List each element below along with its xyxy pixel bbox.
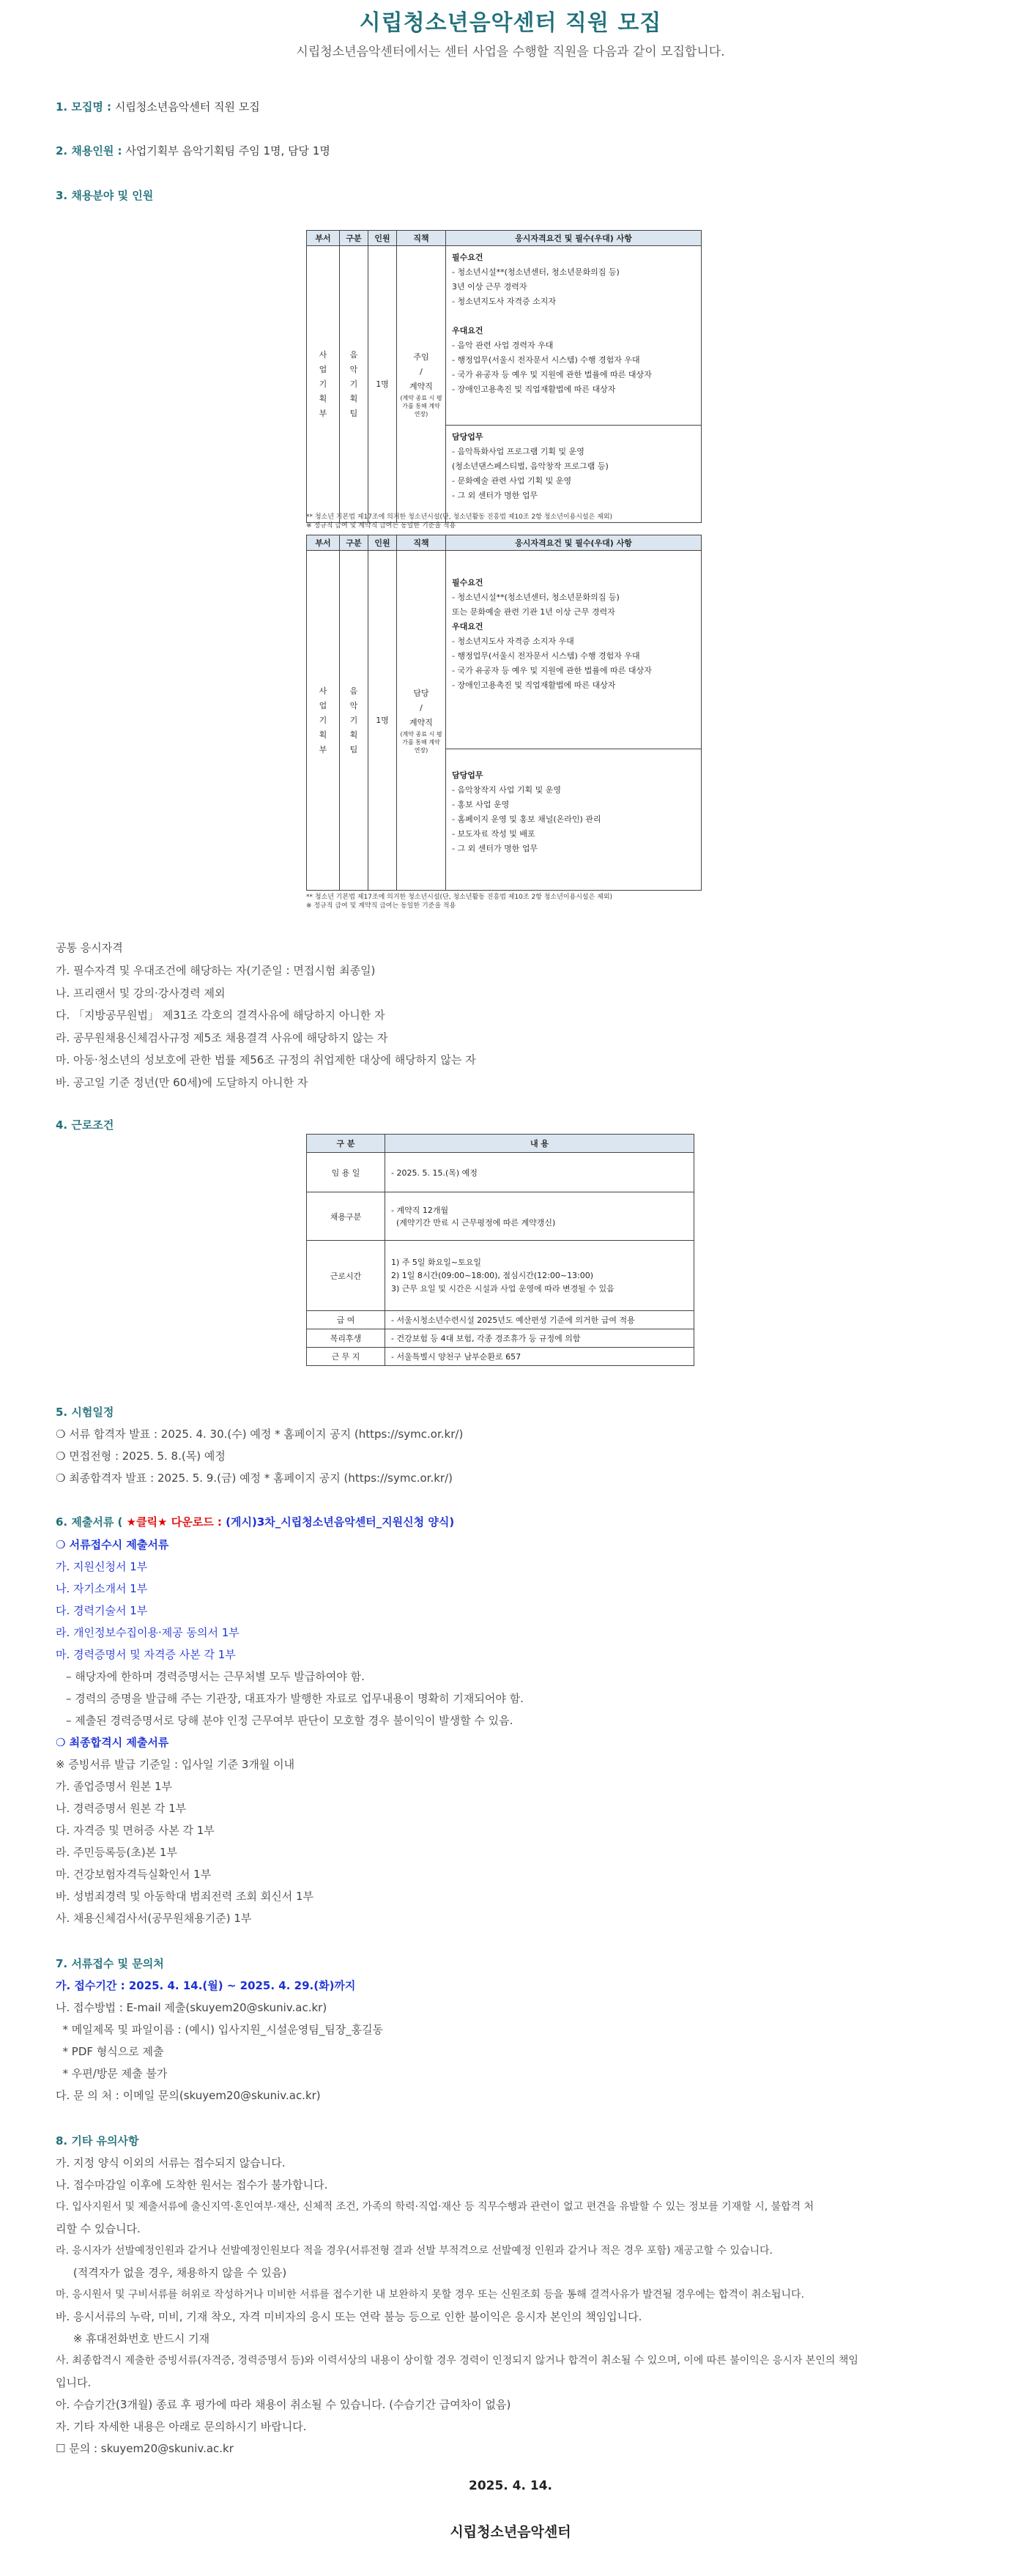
recruitment-notice-page: 시립청소년음악센터 직원 모집 시립청소년음악센터에서는 센터 사업을 수행할 직원을 다음과 같이 모집합니다. 1. 모집명 : 시립청소년음악센터 직원 모집 2. 채용인원 : 사업기획부 음악기획팀 주임 1명, 담당 1명 3. 채용분야 및 인원 부서 구분 인원 직책 응시자격요건 및 필수(우대) 사항 사 업 기 획 부 음 악 기 획 팀 1명 주임 / 계약직 (계약 종료 시 평가를 통해 계약연장) 필수요건 - 청소년시설**(청소년센터, 청소년문화의집 등) 3년 이상 근무 경력자 - 청소년지도사 자격증 소지자 우대요건 - 음악 관련 사업 경력자 우대 - 행정업무(서울시 전자문서 시스템) 수행 경험자 우대 - 국가 유공자 등 예우 및 지원에 관한 법률에 따른 대상자 - 장애인고용촉진 및 직업재활법에 따른 대상자 담당업무 - 음악특화사업 프로그램 기획 및 운영 (청소년댄스페스티벌, 음악창작 프로그램 등) - 문화예술 관련 사업 기획 및 운영 - 그 외 센터가 명한 업무 ** 청소년 기본법 제17조에 의거한 청소년시설(단, 청소년활동 진흥법 제10조 2항 청소년이용시설은 제외) ※ 정규직 급여 및 계약직 급여는 동일한 기준을 적용 부서 구분 인원 직책 응시자격요건 및 필수(우대) 사항 사 업 기 획 부 음 악 기 획 팀 1명 담당 / 계약직 (계약 종료 시 평가를 통해 계약연장) 필수요건 - 청소년시설**(청소년센터, 청소년문화의집 등) 또는 문화예술 관련 기관 1년 이상 근무 경력자 우대요건 - 청소년지도사 자격증 소지자 우대 - 행정업무(서울시 전자문서 시스템) 수행 경험자 우대 - 국가 유공자 등 예우 및 지원에 관한 법률에 따른 대상자 - 장애인고용촉진 및 직업재활법에 따른 대상자 담당업무 - 음악창작지 사업 기획 및 운영 - 홍보 사업 운영 - 홈페이지 운영 및 홍보 채널(온라인) 관리 - 보도자료 작성 및 배포 - 그 외 센터가 명한 업무 ** 청소년 기본법 제17조에 의거한 청소년시설(단, 청소년활동 진흥법 제10조 2항 청소년이용시설은 제외) ※ 정규직 급여 및 계약직 급여는 동일한 기준을 적용 공통 응시자격 가. 필수자격 및 우대조건에 해당하는 자(기준일 : 면접시험 최종일) 나. 프리랜서 및 강의·강사경력 제외 다. 「지방공무원법」 제31조 각호의 결격사유에 해당하지 아니한 자 라. 공무원채용신체검사규정 제5조 채용결격 사유에 해당하지 않는 자 마. 아동·청소년의 성보호에 관한 법률 제56조 규정의 취업제한 대상에 해당하지 않는 자 바. 공고일 기준 정년(만 60세)에 도달하지 아니한 자 4. 근로조건 구 분 내 용 임 용 일 - 2025. 5. 15.(목) 예정 채용구분 - 계약직 12개월 (계약기간 만료 시 근무평정에 따른 계약갱신) 근로시간 1) 주 5일 화요일~토요일 2) 1일 8시간(09:00~18:00), 점심시간(12:00~13:00) 3) 근무 요일 및 시간은 시설과 사업 운영에 따라 변경될 수 있음 급 여 - 서울시청소년수련시설 2025년도 예산편성 기준에 의거한 급여 적용 복리후생 - 건강보험 등 4대 보험, 각종 경조휴가 등 규정에 의함 근 무 지 - 서울특별시 양천구 남부순환로 657 5. 시험일정 ❍ 서류 합격자 발표 : 2025. 4. 30.(수) 예정 * 홈페이지 공지 (https://symc.or.kr/) ❍ 면접전형 : 2025. 5. 8.(목) 예정 ❍ 최종합격자 발표 : 2025. 5. 9.(금) 예정 * 홈페이지 공지 (https://symc.or.kr/) 6. 제출서류 ( ★클릭★ 다운로드 : (게시)3차_시립청소년음악센터_지원신청 양식) ❍ 서류접수시 제출서류 가. 지원신청서 1부 나. 자기소개서 1부 다. 경력기술서 1부 라. 개인정보수집이용·제공 동의서 1부 마. 경력증명서 및 자격증 사본 각 1부 – 해당자에 한하며 경력증명서는 근무처별 모두 발급하여야 함. – 경력의 증명을 발급해 주는 기관장, 대표자가 발행한 자료로 업무내용이 명확히 기재되어야 함. – 제출된 경력증명서로 당해 분야 인정 근무여부 판단이 모호할 경우 불이익이 발생할 수 있음. ❍ 최종합격시 제출서류 ※ 증빙서류 발급 기준일 : 입사일 기준 3개월 이내 가. 졸업증명서 원본 1부 나. 경력증명서 원본 각 1부 다. 자격증 및 면허증 사본 각 1부 라. 주민등록등(초)본 1부 마. 건강보험자격득실확인서 1부 바. 성범죄경력 및 아동학대 범죄전력 조회 회신서 1부 사. 채용신체검사서(공무원채용기준) 1부 7. 서류접수 및 문의처 가. 접수기간 : 2025. 4. 14.(월) ~ 2025. 4. 29.(화)까지 나. 접수방법 : E-mail 제출(skuyem20@skuniv.ac.kr) * 메일제목 및 파일이름 : (예시) 입사지원_시설운영팀_팀장_홍길동 * PDF 형식으로 제출 * 우편/방문 제출 불가 다. 문 의 처 : 이메일 문의(skuyem20@skuniv.ac.kr) 8. 기타 유의사항 가. 지정 양식 이외의 서류는 접수되지 않습니다. 나. 접수마감일 이후에 도착한 원서는 접수가 불가합니다. 다. 입사지원서 및 제출서류에 출신지역·혼인여부·재산, 신체적 조건, 가족의 학력·직업·재산 등 직무수행과 관련이 없고 편견을 유발할 수 있는 정보를 기재할 시, 불합격 처 리할 수 있습니다. 라. 응시자가 선발예정인원과 같거나 선발예정인원보다 적을 경우(서류전형 결과 선발 부적격으로 선발예정 인원과 같거나 적은 경우 포함) 재공고할 수 있습니다. (적격자가 없을 경우, 채용하지 않을 수 있음) 마. 응시원서 및 구비서류를 허위로 작성하거나 미비한 서류를 접수기한 내 보완하지 못할 경우 또는 신원조회 등을 통해 결격사유가 발견될 경우에는 합격이 취소됩니다. 바. 응시서류의 누락, 미비, 기재 착오, 자격 미비자의 응시 또는 연락 불능 등으로 인한 불이익은 응시자 본인의 책임입니다. ※ 휴대전화번호 반드시 기재 사. 최종합격시 제출한 증빙서류(자격증, 경력증명서 등)와 이력서상의 내용이 상이할 경우 경력이 인정되지 않거나 합격이 취소될 수 있으며, 이에 따른 불이익은 응시자 본인의 책임 입니다. 아. 수습기간(3개월) 종료 후 평가에 따라 채용이 취소될 수 있습니다. (수습기간 급여차이 없음) 자. 기타 자세한 내용은 아래로 문의하시기 바랍니다. ☐ 문의 : skuyem20@skuniv.ac.kr 2025. 4. 14. 시립청소년음악센터 (0, 0, 1021, 2576)
final-docs-title: ❍ 최종합격시 제출서류 (56, 1736, 169, 1749)
preferred-item: - 장애인고용촉진 및 직업재활법에 따른 대상자 (452, 385, 616, 394)
common-item: 나. 프리랜서 및 강의·강사경력 제외 (56, 987, 226, 1000)
preferred-item: - 청소년지도사 자격증 소지자 우대 (452, 636, 574, 646)
duty-item: - 보도자료 작성 및 배포 (452, 829, 535, 839)
count-cell: 1명 (368, 246, 397, 523)
table-1-note: ** 청소년 기본법 제17조에 의거한 청소년시설(단, 청소년활동 진흥법 제10조 2항 청소년이용시설은 제외) ※ 정규직 급여 및 계약직 급여는 동일한 기준을 적용 (306, 513, 613, 530)
duty-item: - 홍보 사업 운영 (452, 800, 510, 809)
required-item: 3년 이상 근무 경력자 (452, 282, 527, 292)
section-2: 2. 채용인원 : 사업기획부 음악기획팀 주임 1명, 담당 1명 (56, 144, 330, 157)
duty-item: - 음악창작지 사업 기획 및 운영 (452, 785, 561, 795)
preferred-item: - 장애인고용촉진 및 직업재활법에 따른 대상자 (452, 680, 616, 690)
required-item: - 청소년시설**(청소년센터, 청소년문화의집 등) (452, 267, 620, 277)
dept-cell: 사 업 기 획 부 (307, 551, 340, 891)
duty-item: - 문화예술 관련 사업 기획 및 운영 (452, 476, 572, 486)
position-cell: 주임 / 계약직 (계약 종료 시 평가를 통해 계약연장) (397, 246, 446, 523)
requirements-cell: 필수요건 - 청소년시설**(청소년센터, 청소년문화의집 등) 또는 문화예술 관련 기관 1년 이상 근무 경력자 우대요건 - 청소년지도사 자격증 소지자 우대 - 행정업무(서울시 전자문서 시스템) 수행 경험자 우대 - 국가 유공자 등 예우 및 지원에 관한 법률에 따른 대상자 - 장애인고용촉진 및 직업재활법에 따른 대상자 (446, 551, 702, 749)
common-item: 가. 필수자격 및 우대조건에 해당하는 자(기준일 : 면접시험 최종일) (56, 964, 376, 977)
section-4-title: 4. 근로조건 (56, 1118, 114, 1132)
duty-cell: 담당업무 - 음악특화사업 프로그램 기획 및 운영 (청소년댄스페스티벌, 음악창작 프로그램 등) - 문화예술 관련 사업 기획 및 운영 - 그 외 센터가 명한 업무 (446, 426, 702, 523)
preferred-item: - 음악 관련 사업 경력자 우대 (452, 341, 554, 350)
preferred-item: - 행정업무(서울시 전자문서 시스템) 수행 경험자 우대 (452, 651, 640, 661)
duty-item: - 그 외 센터가 명한 업무 (452, 844, 538, 853)
section-5-title: 5. 시험일정 (56, 1406, 114, 1419)
duty-item: - 그 외 센터가 명한 업무 (452, 491, 538, 500)
organization-name: 시립청소년음악센터 (450, 2524, 571, 2540)
application-period: 가. 접수기간 : 2025. 4. 14.(월) ~ 2025. 4. 29.(화)까지 (56, 1979, 356, 1992)
section-6-title: 6. 제출서류 ( ★클릭★ 다운로드 : (게시)3차_시립청소년음악센터_지원신청 양식) (56, 1515, 455, 1529)
requirements-cell: 필수요건 - 청소년시설**(청소년센터, 청소년문화의집 등) 3년 이상 근무 경력자 - 청소년지도사 자격증 소지자 우대요건 - 음악 관련 사업 경력자 우대 - 행정업무(서울시 전자문서 시스템) 수행 경험자 우대 - 국가 유공자 등 예우 및 지원에 관한 법률에 따른 대상자 - 장애인고용촉진 및 직업재활법에 따른 대상자 (446, 246, 702, 426)
team-cell: 음 악 기 획 팀 (340, 551, 368, 891)
section-1: 1. 모집명 : 시립청소년음악센터 직원 모집 (56, 100, 260, 114)
preferred-item: - 국가 유공자 등 예우 및 지원에 관한 법률에 따른 대상자 (452, 666, 652, 675)
page-subtitle: 시립청소년음악센터에서는 센터 사업을 수행할 직원을 다음과 같이 모집합니다. (296, 45, 725, 59)
section-8-title: 8. 기타 유의사항 (56, 2134, 139, 2148)
preferred-item: - 국가 유공자 등 예우 및 지원에 관한 법률에 따른 대상자 (452, 370, 652, 379)
position-cell: 담당 / 계약직 (계약 종료 시 평가를 통해 계약연장) (397, 551, 446, 891)
section-7-title: 7. 서류접수 및 문의처 (56, 1957, 164, 1970)
common-item: 라. 공무원채용신체검사규정 제5조 채용결격 사유에 해당하지 않는 자 (56, 1031, 388, 1044)
required-item: 또는 문화예술 관련 기관 1년 이상 근무 경력자 (452, 607, 615, 617)
common-item: 마. 아동·청소년의 성보호에 관한 법률 제56조 규정의 취업제한 대상에 해당하지 않는 자 (56, 1053, 476, 1066)
count-cell: 1명 (368, 551, 397, 891)
team-cell: 음 악 기 획 팀 (340, 246, 368, 523)
section-3-title: 3. 채용분야 및 인원 (56, 189, 154, 202)
duty-item: (청소년댄스페스티벌, 음악창작 프로그램 등) (452, 461, 609, 471)
table-2-note: ** 청소년 기본법 제17조에 의거한 청소년시설(단, 청소년활동 진흥법 제10조 2항 청소년이용시설은 제외) ※ 정규직 급여 및 계약직 급여는 동일한 기준을 적용 (306, 894, 613, 910)
th-dept: 부서 (307, 231, 340, 246)
duty-cell: 담당업무 - 음악창작지 사업 기획 및 운영 - 홍보 사업 운영 - 홈페이지 운영 및 홍보 채널(온라인) 관리 - 보도자료 작성 및 배포 - 그 외 센터가 명한 업무 (446, 749, 702, 891)
required-item: - 청소년지도사 자격증 소지자 (452, 297, 556, 306)
th-requirements: 응시자격요건 및 필수(우대) 사항 (446, 231, 702, 246)
position-table-2: 부서 구분 인원 직책 응시자격요건 및 필수(우대) 사항 사 업 기 획 부 음 악 기 획 팀 1명 담당 / 계약직 (계약 종료 시 평가를 통해 계약연장) 필수요건 - 청소년시설**(청소년센터, 청소년문화의집 등) 또는 문화예술 관련 기관 1년 이상 근무 경력자 우대요건 - 청소년지도사 자격증 소지자 우대 - 행정업무(서울시 전자문서 시스템) 수행 경험자 우대 - 국가 유공자 등 예우 및 지원에 관한 법률에 따른 대상자 - 장애인고용촉진 및 직업재활법에 따른 대상자 담당업무 - 음악창작지 사업 기획 및 운영 - 홍보 사업 운영 - 홈페이지 운영 및 홍보 채널(온라인) 관리 - 보도자료 작성 및 배포 - 그 외 센터가 명한 업무 (306, 535, 702, 891)
duty-item: - 홈페이지 운영 및 홍보 채널(온라인) 관리 (452, 814, 601, 824)
application-form-download-link[interactable]: (게시)3차_시립청소년음악센터_지원신청 양식 (226, 1515, 450, 1529)
th-count: 인원 (368, 231, 397, 246)
submission-docs-title: ❍ 서류접수시 제출서류 (56, 1538, 169, 1551)
common-item: 다. 「지방공무원법」 제31조 각호의 결격사유에 해당하지 아니한 자 (56, 1009, 385, 1022)
dept-cell: 사 업 기 획 부 (307, 246, 340, 523)
duty-item: - 음악특화사업 프로그램 기획 및 운영 (452, 447, 584, 456)
common-title: 공통 응시자격 (56, 941, 123, 954)
th-type: 구분 (340, 231, 368, 246)
page-title: 시립청소년음악센터 직원 모집 (359, 10, 662, 36)
notice-date: 2025. 4. 14. (468, 2479, 552, 2493)
preferred-item: - 행정업무(서울시 전자문서 시스템) 수행 경험자 우대 (452, 355, 640, 365)
th-position: 직책 (397, 231, 446, 246)
position-table-1 (306, 230, 702, 523)
work-conditions-table: 구 분 내 용 임 용 일 - 2025. 5. 15.(목) 예정 채용구분 - 계약직 12개월 (계약기간 만료 시 근무평정에 따른 계약갱신) 근로시간 1) 주 5일 화요일~토요일 2) 1일 8시간(09:00~18:00), 점심시간(12:00~13:00) 3) 근무 요일 및 시간은 시설과 사업 운영에 따라 변경될 수 있음 급 여 - 서울시청소년수련시설 2025년도 예산편성 기준에 의거한 급여 적용 복리후생 - 건강보험 등 4대 보험, 각종 경조휴가 등 규정에 의함 근 무 지 - 서울특별시 양천구 남부순환로 657 (306, 1134, 694, 1366)
common-item: 바. 공고일 기준 정년(만 60세)에 도달하지 아니한 자 (56, 1076, 308, 1089)
required-item: - 청소년시설**(청소년센터, 청소년문화의집 등) (452, 593, 620, 602)
contact-email: ☐ 문의 : skuyem20@skuniv.ac.kr (56, 2442, 234, 2455)
